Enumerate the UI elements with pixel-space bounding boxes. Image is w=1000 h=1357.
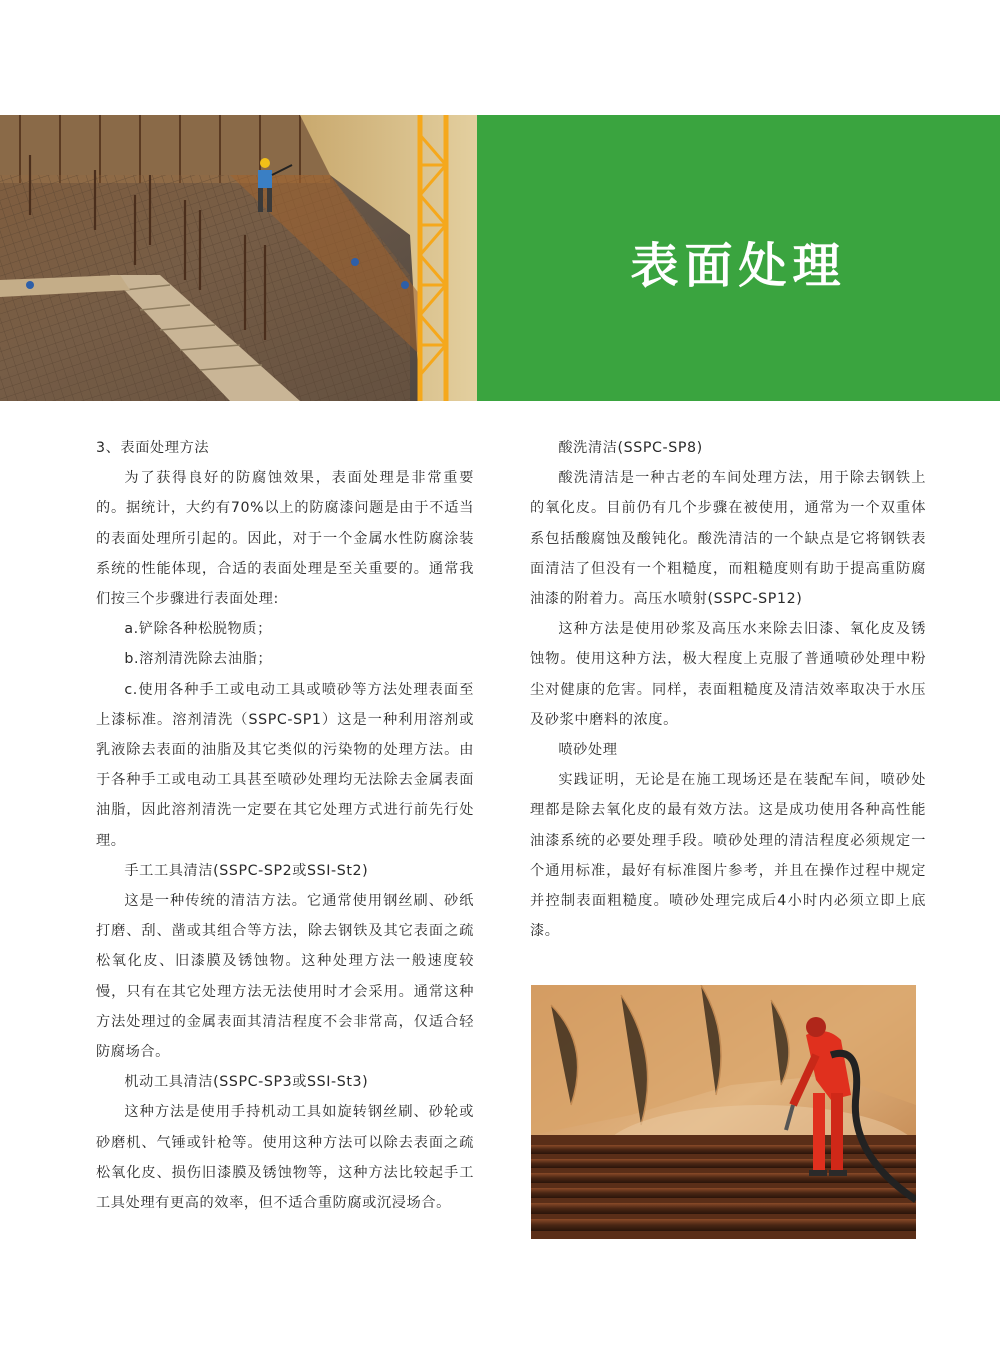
- page-title: 表面处理: [630, 238, 847, 294]
- hand-tool-heading: 手工工具清洁(SSPC-SP2或SSI-St2): [124, 862, 369, 879]
- blasting-paragraph: 实践证明，无论是在施工现场还是在装配车间，喷砂处理都是除去氧化皮的最有效方法。这是成功使用各种高性能油漆系统的必要处理手段。喷砂处理的清洁程度必须规定一个通用标准，最好有标准图片参考，并且在操作过程中规定并控制表面粗糙度。喷砂处理完成后4小时内必须立即上底漆。: [530, 772, 926, 940]
- sandblasting-photo: [531, 985, 916, 1239]
- power-tool-paragraph: 这种方法是使用手持机动工具如旋转钢丝刷、砂轮或砂磨机、气锤或针枪等。使用这种方法可以除去表面之疏松氧化皮、损伤旧漆膜及锈蚀物等，这种方法比较起手工工具处理有更高的效率，但不适合重防腐或沉浸场合。: [96, 1104, 474, 1212]
- construction-site-photo: [0, 115, 477, 401]
- step-a: a.铲除各种松脱物质；: [124, 621, 272, 638]
- step-b: b.溶剂清洗除去油脂；: [124, 651, 273, 668]
- step-c: c.使用各种手工或电动工具或喷砂等方法处理表面至上漆标准。溶剂清洗（SSPC-SP1）这是一种利用溶剂或乳液除去表面的油脂及其它类似的污染物的处理方法。由于各种手工或电动工具甚至喷砂处理均无法除去金属表面油脂，因此溶剂清洗一定要在其它处理方式进行前先行处理。: [96, 681, 474, 849]
- pickling-heading: 酸洗清洁(SSPC-SP8): [558, 440, 703, 456]
- pickling-paragraph: 酸洗清洁是一种古老的车间处理方法，用于除去钢铁上的氧化皮。目前仍有几个步骤在被使用，通常为一个双重体系包括酸腐蚀及酸钝化。酸洗清洁的一个缺点是它将钢铁表面清洁了但没有一个粗糙度，而粗糙度则有助于提高重防腐油漆的附着力。高压水喷射(SSPC-SP12): [530, 470, 926, 608]
- title-panel: [477, 115, 1000, 401]
- water-jet-paragraph: 这种方法是使用砂浆及高压水来除去旧漆、氧化皮及锈蚀物。使用这种方法，极大程度上克服了普通喷砂处理中粉尘对健康的危害。同样，表面粗糙度及清洁效率取决于水压及砂浆中磨料的浓度。: [530, 621, 926, 728]
- intro-paragraph: 为了获得良好的防腐蚀效果，表面处理是非常重要的。据统计，大约有70%以上的防腐漆问题是由于不适当的表面处理所引起的。因此，对于一个金属水性防腐涂装系统的性能体现，合适的表面处理是至关重要的。通常我们按三个步骤进行表面处理:: [96, 470, 474, 608]
- right-column: [530, 433, 926, 946]
- left-column: [96, 433, 474, 1218]
- hand-tool-paragraph: 这是一种传统的清洁方法。它通常使用钢丝刷、砂纸打磨、刮、凿或其组合等方法，除去钢铁及其它表面之疏松氧化皮、旧漆膜及锈蚀物。这种处理方法一般速度较慢，只有在其它处理方法无法使用时才会采用。通常这种方法处理过的金属表面其清洁程度不会非常高，仅适合轻防腐场合。: [96, 893, 474, 1061]
- header-banner: [0, 115, 1000, 401]
- section-heading: 3、表面处理方法: [96, 440, 210, 456]
- blasting-heading: 喷砂处理: [558, 742, 618, 759]
- power-tool-heading: 机动工具清洁(SSPC-SP3或SSI-St3): [124, 1074, 369, 1091]
